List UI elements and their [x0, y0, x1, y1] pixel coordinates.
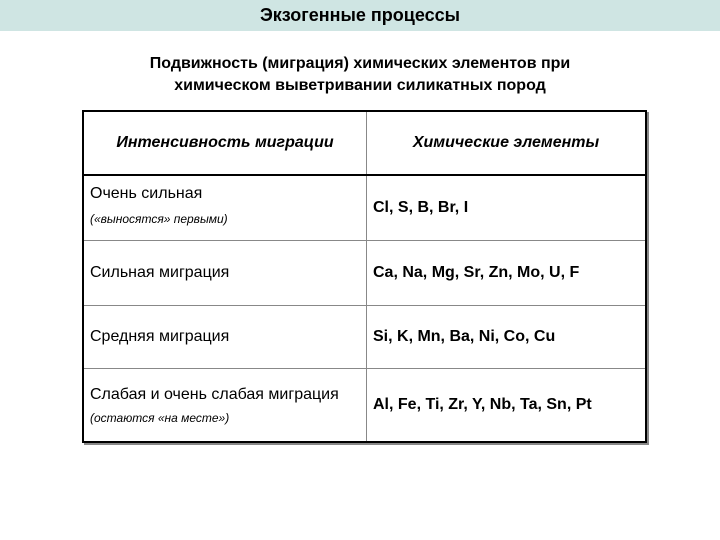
subtitle: [0, 53, 720, 97]
table-row: [83, 306, 646, 369]
table-row: [83, 369, 646, 443]
intensity-label: Очень сильная: [90, 185, 203, 202]
title-bar: [0, 0, 720, 31]
elements-cell: Si, K, Mn, Ba, Ni, Co, Cu: [367, 306, 647, 369]
subtitle-line-1: Подвижность (миграция) химических элементов при: [149, 55, 571, 72]
subtitle-line-2: химическом выветривании силикатных пород: [174, 77, 546, 94]
intensity-note: (остаются «на месте»): [90, 411, 230, 425]
intensity-cell: [83, 241, 367, 306]
column-header-intensity: Интенсивность миграции: [83, 111, 367, 175]
intensity-label: Слабая и очень слабая миграция: [90, 386, 339, 403]
elements-cell: Al, Fe, Ti, Zr, Y, Nb, Ta, Sn, Pt: [367, 369, 647, 443]
intensity-cell: [83, 175, 367, 241]
table-header-row: [83, 111, 646, 175]
intensity-note: («выносятся» первыми): [90, 212, 228, 226]
table-row: [83, 175, 646, 241]
elements-cell: Cl, S, B, Br, I: [367, 175, 647, 241]
intensity-cell: [83, 306, 367, 369]
intensity-label: Средняя миграция: [90, 328, 230, 345]
intensity-label: Сильная миграция: [90, 264, 230, 281]
elements-cell: Ca, Na, Mg, Sr, Zn, Mo, U, F: [367, 241, 647, 306]
intensity-cell: [83, 369, 367, 443]
migration-table: [82, 110, 647, 443]
column-header-elements: Химические элементы: [367, 111, 647, 175]
table-row: [83, 241, 646, 306]
page-title: Экзогенные процессы: [259, 5, 461, 25]
